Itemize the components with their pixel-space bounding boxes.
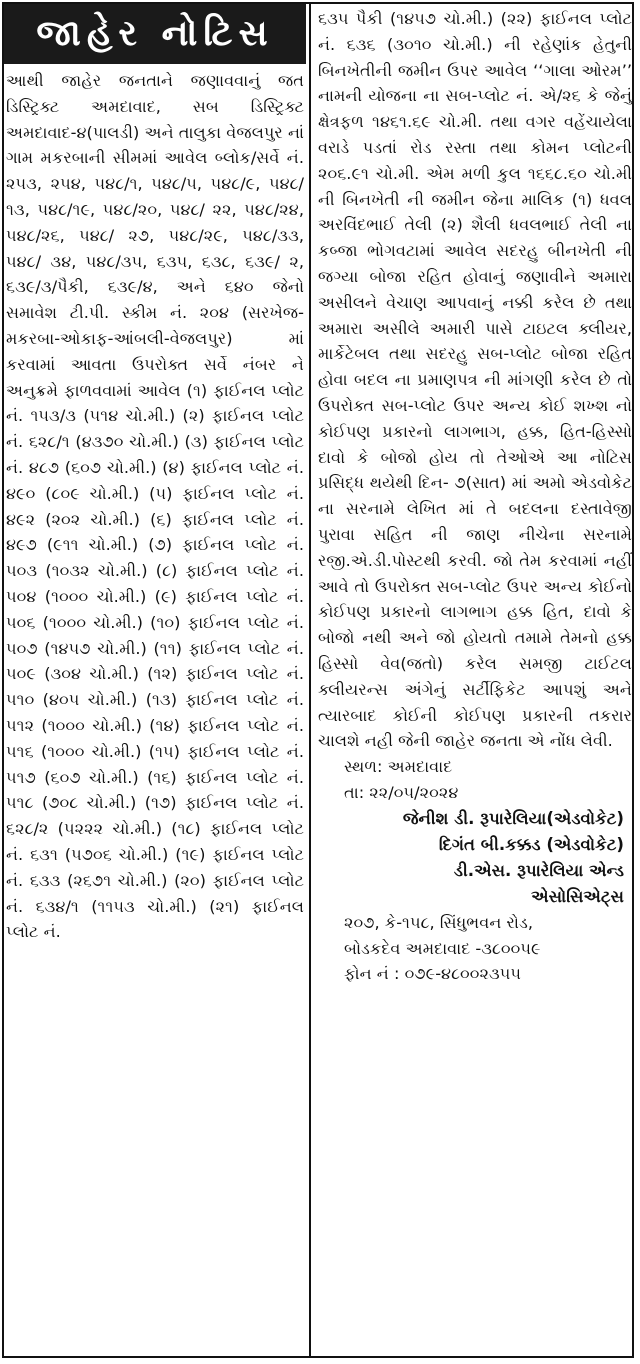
notice-title: જાહેર નોટિસ <box>4 4 306 64</box>
notice-body-right: ૬૩૫ પૈકી (૧૪૫૭ ચો.મી.) (૨૨) ફાઈનલ પ્લોટ નં. ૬૩૬ (૩૦૧૦ ચો.મી.) ની રહેણાંક હેતુની બિનખેતીની જમીન ઉપર આવેલ ‘‘ગાલા ઓરમ’’ નામની યોજના ના સબ-પ્લોટ નં. એ/૨૬ કે જેનું ક્ષેત્રફળ ૧૪૬૧.૬૯ ચો.મી. તથા વગર વહેંચાયેલા વરાડે પડતાં રોડ રસ્તા તથા કોમન પ્લોટની ૨૦૬.૯૧ ચો.મી. એમ મળી કુલ ૧૬૬૮.૬૦ ચો.મી ની બિનખેતી ની જમીન જેના માલિક (૧) ધવલ અરવિંદભાઈ તેલી (૨) શૈલી ધવલભાઈ તેલી ના કબ્જા ભોગવટામાં આવેલ સદરહુ બીનખેતી ની જગ્યા બોજા રહિત હોવાનું જણાવીને અમારા અસીલને વેચાણ આપવાનું નક્કી કરેલ છે તથા અમારા અસીલે અમારી પાસે ટાઇટલ ક્લીયર, માર્કેટેબલ તથા સદરહુ સબ-પ્લોટ બોજા રહિત હોવા બદલ ના પ્રમાણપત્ર ની માંગણી કરેલ છે તો ઉપરોક્ત સબ-પ્લોટ ઉપર અન્ય કોઈ શખ્શ નો કોઈપણ પ્રકારનો લાગભાગ, હક્ક, હિત-હિસ્સો દાવો કે બોજો હોય તો તેઓએ આ નોટિસ પ્રસિદ્ધ થયેથી દિન- ૭(સાત) માં અમો એડવોકેટ ના સરનામે લેખિત માં તે બદલના દસ્તાવેજી પુરાવા સહિત ની જાણ નીચેના સરનામે રજી.એ.ડી.પોસ્ટથી કરવી. જો તેમ કરવામાં નહીં આવે તો ઉપરોક્ત સબ-પ્લોટ ઉપર અન્ય કોઈનો કોઈપણ પ્રકારનો લાગભાગ હક્ક હિત, દાવો કે બોજો નથી અને જો હોયતો તમામે તેમનો હક્ક હિસ્સો વેવ(જતો) કરેલ સમજી ટાઈટલ ક્લીયરન્સ અંગેનું સર્ટીફિકેટ આપશું અને ત્યારબાદ કોઈની કોઈપણ પ્રકારની તકરાર ચાલશે નહી જેની જાહેર જનતા એ નોંધ લેવી. <box>318 9 632 751</box>
signatory-line: દિગંત બી.કક્કડ (એડવોકેટ) <box>438 834 624 854</box>
signature-block <box>316 806 634 910</box>
phone-line: ફોન નં : ૦૭૯-૪૮૦૦૨૩૫૫ <box>344 964 522 984</box>
signatory-line: એસોસિએટ્સ <box>531 886 624 906</box>
signatory-line: જેનીશ ડી. રૂપારેલિયા(એડવોકેટ) <box>402 808 624 828</box>
right-column <box>316 4 634 1356</box>
date-line: તા: ૨૨/૦૫/૨૦૨૪ <box>344 782 459 802</box>
signatory-line: ડી.એસ. રૂપારેલિયા એન્ડ <box>453 860 624 880</box>
notice-body-left: આથી જાહેર જનતાને જણાવવાનું જત ડિસ્ટ્રિક્ટ અમદાવાદ, સબ ડિસ્ટ્રિક્ટ અમદાવાદ-૪(પાલડી) અને તાલુકા વેજલપુર નાં ગામ મકરબાની સીમમાં આવેલ બ્લોક/સર્વે નં. ૨૫૩, ૨૫૪, ૫૪૮/૧, ૫૪૮/૫, ૫૪૮/૯, ૫૪૮/ ૧૩, ૫૪૮/૧૯, ૫૪૮/૨૦, ૫૪૮/ ૨૨, ૫૪૮/૨૪, ૫૪૮/૨૬, ૫૪૮/ ૨૭, ૫૪૮/૨૯, ૫૪૮/૩૩, ૫૪૮/ ૩૪, ૫૪૮/૩૫, ૬૩૫, ૬૩૮, ૬૩૯/ ૨, ૬૩૯/૩/પૈકી, ૬૩૯/૪, અને ૬૪૦ જેનો સમાવેશ ટી.પી. સ્કીમ નં. ૨૦૪ (સરખેજ-મકરબા-ઓકાફ-આંબલી-વેજલપુર) માં કરવામાં આવતા ઉપરોક્ત સર્વે નંબર ને અનુક્રમે ફાળવવામાં આવેલ (૧) ફાઈનલ પ્લોટ નં. ૧૫૩/૩ (૫૧૪ ચો.મી.) (૨) ફાઈનલ પ્લોટ નં. ૬૨૮/૧ (૪૩૭૦ ચો.મી.) (૩) ફાઈનલ પ્લોટ નં. ૪૮૭ (૬૦૭ ચો.મી.) (૪) ફાઈનલ પ્લોટ નં. ૪૯૦ (૮૦૯ ચો.મી.) (૫) ફાઈનલ પ્લોટ નં. ૪૯૨ (૨૦૨ ચો.મી.) (૬) ફાઈનલ પ્લોટ નં. ૪૯૭ (૯૧૧ ચો.મી.) (૭) ફાઈનલ પ્લોટ નં. ૫૦૩ (૧૦૩૨ ચો.મી.) (૮) ફાઈનલ પ્લોટ નં. ૫૦૪ (૧૦૦૦ ચો.મી.) (૯) ફાઈનલ પ્લોટ નં. ૫૦૬ (૧૦૦૦ ચો.મી.) (૧૦) ફાઈનલ પ્લોટ નં. ૫૦૭ (૧૪૫૭ ચો.મી.) (૧૧) ફાઈનલ પ્લોટ નં. ૫૦૯ (૩૦૪ ચો.મી.) (૧૨) ફાઈનલ પ્લોટ નં. ૫૧૦ (૪૦૫ ચો.મી.) (૧૩) ફાઈનલ પ્લોટ નં. ૫૧૨ (૧૦૦૦ ચો.મી.) (૧૪) ફાઈનલ પ્લોટ નં. ૫૧૬ (૧૦૦૦ ચો.મી.) (૧૫) ફાઈનલ પ્લોટ નં. ૫૧૭ (૬૦૭ ચો.મી.) (૧૬) ફાઈનલ પ્લોટ નં. ૫૧૮ (૭૦૮ ચો.મી.) (૧૭) ફાઈનલ પ્લોટ નં. ૬૨૮/૨ (૫૨૨૨ ચો.મી.) (૧૮) ફાઈનલ પ્લોટ નં. ૬૩૧ (૫૭૦૬ ચો.મી.) (૧૯) ફાઈનલ પ્લોટ નં. ૬૩૩ (૨૬૭૧ ચો.મી.) (૨૦) ફાઈનલ પ્લોટ નં. ૬૩૪/૧ (૧૧૫૩ ચો.મી.) (૨૧) ફાઈનલ પ્લોટ નં. <box>6 71 304 942</box>
place-line: સ્થળ: અમદાવાદ <box>344 757 453 777</box>
address-line: ૨૦૭, કે-૧૫૮, સિંધુભવન રોડ, <box>344 912 533 932</box>
address-block <box>316 910 634 987</box>
address-line: બોડકદેવ અમદાવાદ -૩૮૦૦૫૯ <box>344 938 541 958</box>
left-column <box>4 4 306 1356</box>
column-divider <box>309 4 311 1356</box>
